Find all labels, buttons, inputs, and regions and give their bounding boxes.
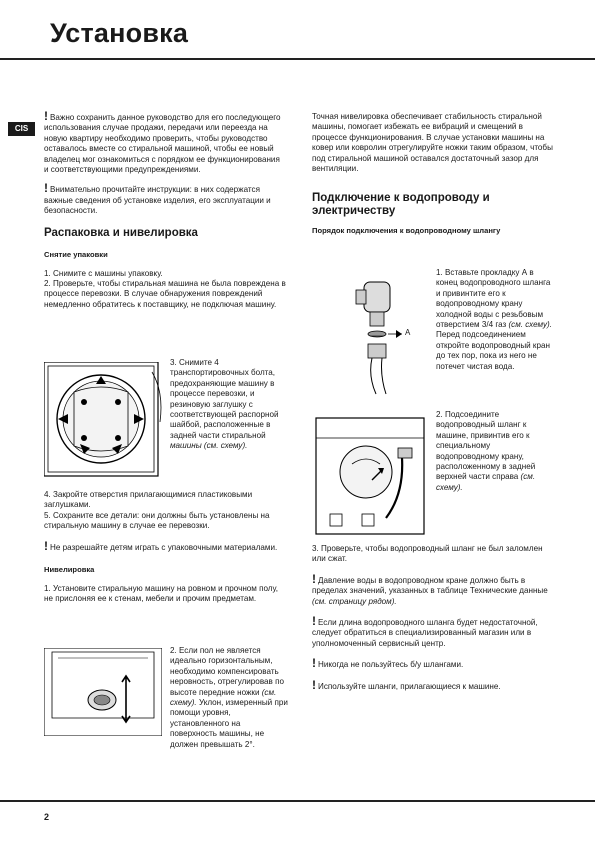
- level-step-3: Точная нивелировка обеспечивает стабильность стиральной машины, помогает избежать ее вибраций и смещений в процессе функционирования. В случае установки машины на ковер или ковролин отрегулируйте ножки таким образом, чтобы под стиральной машиной оставался достаточный зазор для вентиляции.: [312, 112, 553, 174]
- warning-read-instructions: ! Внимательно прочитайте инструкции: в них содержатся важные сведения об установке изделия, его эксплуатации и безопасности.: [44, 181, 271, 216]
- unpack-step-3: 3. Снимите 4 транспортировочных болта, предохраняющие машину в процессе перевозки, и резиновую заглушку с соответствующей распорной шайбой, расположенные в задней части стиральной машины (см. схему).: [170, 358, 279, 451]
- language-tag: CIS: [8, 122, 35, 136]
- header-rule: [0, 58, 595, 60]
- unpack-heading: Распаковка и нивелировка: [44, 226, 198, 239]
- right-column: [312, 112, 554, 235]
- left-column: [44, 109, 286, 310]
- exclamation-icon: !: [44, 538, 48, 553]
- machine-back-hose-illustration: [312, 414, 428, 538]
- level-step-1: 1. Установите стиральную машину на ровном и прочном полу, не прислоняя ее к стенам, мебели и прочим предметам.: [44, 584, 279, 604]
- exclamation-icon: !: [44, 109, 48, 123]
- level-step-2: 2. Если пол не является идеально горизонтальным, необходимо компенсировать неровность, отрегулировав по высоте передние ножки (см. схему). Уклон, измеренный при помощи уровня, установленного на поверхность машины, не должен превышать 2°.: [170, 646, 288, 749]
- warning-supplied-hoses: ! Используйте шланги, прилагающиеся к машине.: [312, 677, 501, 692]
- unpack-step-1: 1. Снимите с машины упаковку.: [44, 268, 163, 278]
- exclamation-icon: !: [312, 677, 316, 692]
- exclamation-icon: !: [312, 656, 316, 671]
- warning-children: ! Не разрешайте детям играть с упаковочными материалами.: [44, 538, 278, 553]
- leveling-feet-illustration: [44, 648, 162, 736]
- hose-step-2: 2. Подсоедините водопроводный шланг к машине, привинтив его к специальному водопроводному крану, расположенному в задней верхней части справа (см. схему).: [436, 410, 536, 492]
- exclamation-icon: !: [312, 614, 316, 629]
- left-column-lower: [44, 490, 286, 605]
- warning-used-hoses: ! Никогда не пользуйтесь б/у шлангами.: [312, 656, 464, 671]
- connect-heading: Подключение к водопроводу и электричеству: [312, 192, 490, 218]
- unpack-subheading: Снятие упаковки: [44, 249, 108, 259]
- transport-bolts-illustration: [44, 362, 164, 480]
- warning-pressure: ! Давление воды в водопроводном кране должно быть в пределах значений, указанных в таблице Технические данные (см. страницу рядом).: [312, 571, 548, 606]
- gasket-label: A: [405, 328, 411, 337]
- level-subheading: Нивелировка: [44, 565, 95, 575]
- hose-step-1: 1. Вставьте прокладку А в конец водопроводного шланга и привинтите его к водопроводному крану холодной воды с резьбовым отверстием 3/4 газ (см. схему). Перед подсоединением откройте водопроводный кран до тех пор, пока из него не потечет чистая вода.: [436, 268, 552, 371]
- hose-step-3: 3. Проверьте, чтобы водопроводный шланг не был заломлен или сжат.: [312, 544, 543, 564]
- footer-rule: [0, 800, 595, 802]
- unpack-step-2: 2. Проверьте, чтобы стиральная машина не была повреждена в процессе перевозки. В случае обнаружения повреждений немедленно обратитесь к поставщику, не подключая машину.: [44, 279, 286, 309]
- tap-gasket-illustration: [340, 276, 430, 396]
- unpack-step-5: 5. Сохраните все детали: они должны быть установлены на стиральную машину в случае ее перевозки.: [44, 510, 270, 531]
- exclamation-icon: !: [44, 181, 48, 196]
- page-number: 2: [44, 812, 50, 822]
- connect-subheading: Порядок подключения к водопроводному шлангу: [312, 226, 501, 236]
- exclamation-icon: !: [312, 571, 316, 586]
- warning-hose-length: ! Если длина водопроводного шланга будет недостаточной, следует обратиться в специализированный магазин или в уполномоченный сервисный центр.: [312, 614, 538, 648]
- right-column-lower: [312, 544, 554, 692]
- unpack-step-4: 4. Закройте отверстия прилагающимися пластиковыми заглушками.: [44, 490, 253, 510]
- page-title: Установка: [50, 18, 189, 48]
- warning-keep-manual: ! Важно сохранить данное руководство для его последующего использования случае продажи, передачи или переезда на новую квартиру необходимо проверить, чтобы руководство оставалось вместе со стиральной машиной, чтобы ее новый владелец мог ознакомиться с порядком ее функционирования и соответствующими предупреждениями.: [44, 109, 281, 175]
